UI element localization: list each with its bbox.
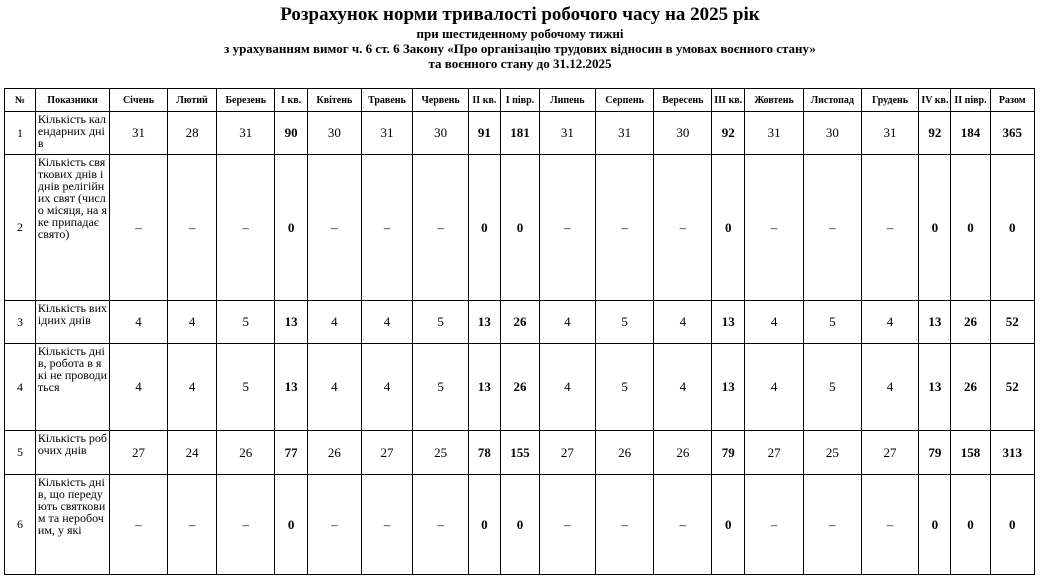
table-cell: 0	[500, 155, 539, 301]
table-cell: 30	[654, 112, 712, 155]
table-cell: 26	[595, 431, 654, 475]
table-row	[5, 112, 1035, 155]
column-header: Лютий	[167, 89, 216, 112]
table-cell: 90	[275, 112, 308, 155]
table-cell: 4	[110, 344, 168, 431]
column-header: Липень	[540, 89, 596, 112]
table-cell: 5	[217, 344, 275, 431]
table-cell: 31	[595, 112, 654, 155]
table-cell: 5	[803, 344, 861, 431]
column-header: II кв.	[468, 89, 500, 112]
table-cell: 13	[919, 344, 951, 431]
table-cell: –	[654, 155, 712, 301]
table-row	[5, 431, 1035, 475]
table-row	[5, 475, 1035, 575]
table-cell: 365	[990, 112, 1034, 155]
table-cell: –	[803, 475, 861, 575]
table-cell: 0	[990, 475, 1034, 575]
column-header: Серпень	[595, 89, 654, 112]
table-cell: 313	[990, 431, 1034, 475]
column-header: Травень	[361, 89, 413, 112]
column-header: Квітень	[308, 89, 362, 112]
table-cell: 0	[990, 155, 1034, 301]
table-cell: 26	[654, 431, 712, 475]
table-cell: 26	[500, 344, 539, 431]
subtitle-line-2: з урахуванням вимог ч. 6 ст. 6 Закону «Про організацію трудових відносин в умовах воєнного стану»	[224, 41, 816, 56]
table-cell: –	[361, 155, 413, 301]
table-cell: –	[745, 155, 804, 301]
table-cell: 13	[712, 301, 745, 344]
table-cell: –	[861, 475, 919, 575]
table-cell: 13	[468, 344, 500, 431]
column-header: I кв.	[275, 89, 308, 112]
table-cell: 25	[803, 431, 861, 475]
table-cell: 30	[308, 112, 362, 155]
table-cell: 0	[919, 155, 951, 301]
table-cell: –	[861, 155, 919, 301]
table-cell: 52	[990, 301, 1034, 344]
column-header: Жовтень	[745, 89, 804, 112]
table-row	[5, 155, 1035, 301]
table-cell: 30	[413, 112, 469, 155]
table-cell: 27	[745, 431, 804, 475]
document-title: Розрахунок норми тривалості робочого часу на 2025 рік	[280, 4, 760, 25]
table-cell: 0	[712, 155, 745, 301]
table-cell: 4	[745, 344, 804, 431]
table-cell: 181	[500, 112, 539, 155]
table-cell: 31	[540, 112, 596, 155]
column-header: Листопад	[803, 89, 861, 112]
table-cell: 184	[951, 112, 990, 155]
column-header: Грудень	[861, 89, 919, 112]
table-cell: 31	[861, 112, 919, 155]
column-header: Вересень	[654, 89, 712, 112]
row-number: 1	[5, 112, 36, 155]
table-cell: 0	[951, 155, 990, 301]
table-cell: 24	[167, 431, 216, 475]
column-header: №	[5, 89, 36, 112]
table-row	[5, 344, 1035, 431]
table-cell: 26	[217, 431, 275, 475]
table-cell: –	[167, 475, 216, 575]
document-header	[0, 0, 1040, 71]
table-cell: 27	[110, 431, 168, 475]
table-cell: 27	[540, 431, 596, 475]
table-cell: 27	[861, 431, 919, 475]
row-label: Кількість днів, що передують святковим та неробочим, у які	[35, 475, 109, 575]
column-header: III кв.	[712, 89, 745, 112]
row-label: Кількість святкових днів і днів релігійних свят (число місяця, на яке припадає свято)	[35, 155, 109, 301]
table-cell: 31	[745, 112, 804, 155]
row-number: 4	[5, 344, 36, 431]
table-cell: 26	[951, 344, 990, 431]
table-cell: 4	[745, 301, 804, 344]
column-header: Січень	[110, 89, 168, 112]
table-cell: 31	[217, 112, 275, 155]
table-cell: 26	[308, 431, 362, 475]
table-cell: –	[308, 475, 362, 575]
table-cell: –	[595, 155, 654, 301]
table-cell: 4	[540, 301, 596, 344]
table-cell: 4	[654, 301, 712, 344]
table-cell: –	[217, 155, 275, 301]
table-cell: –	[803, 155, 861, 301]
subtitle-line-3: та воєнного стану до 31.12.2025	[428, 56, 612, 71]
column-header: Червень	[413, 89, 469, 112]
work-time-norm-table	[4, 88, 1035, 575]
table-cell: 25	[413, 431, 469, 475]
table-row	[5, 301, 1035, 344]
table-header-row	[5, 89, 1035, 112]
table-cell: 0	[919, 475, 951, 575]
column-header: II півр.	[951, 89, 990, 112]
table-cell: 5	[413, 344, 469, 431]
table-cell: 0	[468, 155, 500, 301]
row-label: Кількість календарних днів	[35, 112, 109, 155]
column-header: Разом	[990, 89, 1034, 112]
column-header: Березень	[217, 89, 275, 112]
table-cell: 26	[500, 301, 539, 344]
table-cell: –	[595, 475, 654, 575]
table-cell: 27	[361, 431, 413, 475]
table-cell: 4	[861, 344, 919, 431]
table-cell: 158	[951, 431, 990, 475]
table-cell: –	[413, 155, 469, 301]
row-number: 6	[5, 475, 36, 575]
table-cell: –	[110, 155, 168, 301]
column-header: IV кв.	[919, 89, 951, 112]
table-cell: 4	[654, 344, 712, 431]
table-cell: 4	[167, 344, 216, 431]
table-cell: 5	[803, 301, 861, 344]
table-cell: 4	[361, 301, 413, 344]
table-cell: –	[540, 155, 596, 301]
table-cell: –	[413, 475, 469, 575]
row-number: 5	[5, 431, 36, 475]
table-cell: –	[540, 475, 596, 575]
table-cell: 5	[595, 344, 654, 431]
table-cell: 155	[500, 431, 539, 475]
table-cell: 13	[275, 301, 308, 344]
table-cell: 79	[919, 431, 951, 475]
table-cell: 31	[110, 112, 168, 155]
table-cell: –	[110, 475, 168, 575]
column-header: Показники	[35, 89, 109, 112]
table-cell: 77	[275, 431, 308, 475]
table-cell: 4	[308, 344, 362, 431]
table-cell: 0	[951, 475, 990, 575]
table-cell: 4	[361, 344, 413, 431]
table-cell: –	[217, 475, 275, 575]
table-cell: 0	[712, 475, 745, 575]
table-cell: 5	[217, 301, 275, 344]
row-number: 3	[5, 301, 36, 344]
table-cell: 4	[110, 301, 168, 344]
table-cell: 91	[468, 112, 500, 155]
table-cell: 52	[990, 344, 1034, 431]
table-cell: 13	[712, 344, 745, 431]
table-cell: 0	[275, 475, 308, 575]
table-cell: –	[167, 155, 216, 301]
column-header: I півр.	[500, 89, 539, 112]
table-cell: 13	[275, 344, 308, 431]
table-cell: 31	[361, 112, 413, 155]
table-cell: 0	[468, 475, 500, 575]
row-label: Кількість вихідних днів	[35, 301, 109, 344]
table-cell: 4	[540, 344, 596, 431]
table-cell: 0	[275, 155, 308, 301]
table-cell: 13	[468, 301, 500, 344]
table-cell: 92	[712, 112, 745, 155]
table-cell: 28	[167, 112, 216, 155]
row-number: 2	[5, 155, 36, 301]
table-cell: 5	[595, 301, 654, 344]
subtitle-line-1: при шестиденному робочому тижні	[416, 26, 624, 41]
table-cell: 79	[712, 431, 745, 475]
table-cell: 78	[468, 431, 500, 475]
table-cell: –	[745, 475, 804, 575]
table-cell: –	[361, 475, 413, 575]
table-cell: –	[654, 475, 712, 575]
row-label: Кількість робочих днів	[35, 431, 109, 475]
table-cell: 26	[951, 301, 990, 344]
row-label: Кількість днів, робота в які не проводиться	[35, 344, 109, 431]
table-cell: 13	[919, 301, 951, 344]
table-cell: 4	[308, 301, 362, 344]
table-cell: 92	[919, 112, 951, 155]
table-cell: 5	[413, 301, 469, 344]
table-cell: 30	[803, 112, 861, 155]
table-cell: –	[308, 155, 362, 301]
table-cell: 4	[861, 301, 919, 344]
table-cell: 0	[500, 475, 539, 575]
table-cell: 4	[167, 301, 216, 344]
